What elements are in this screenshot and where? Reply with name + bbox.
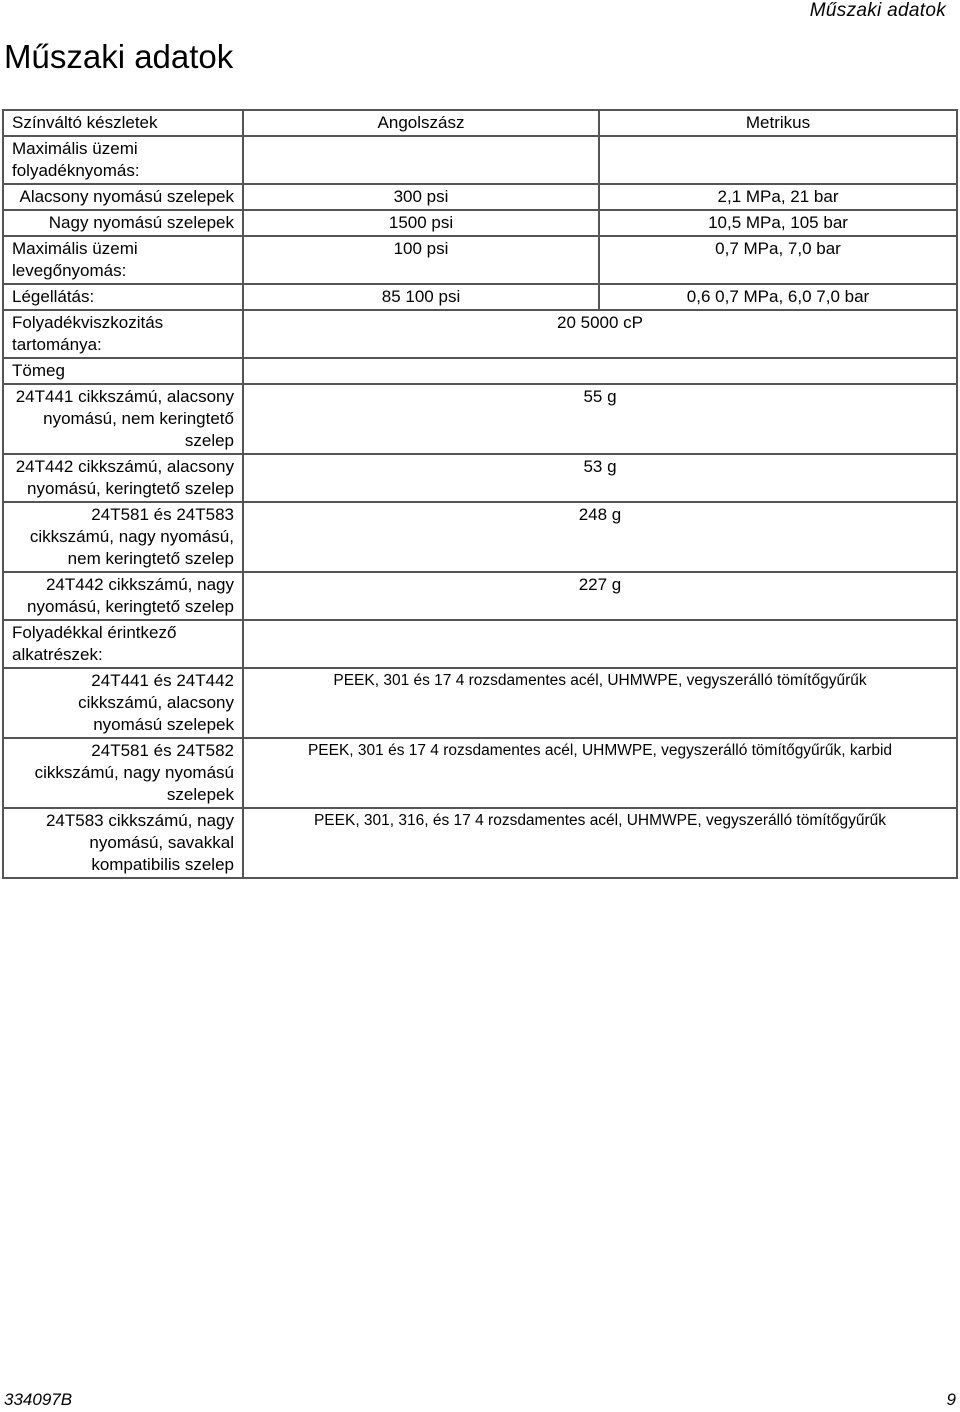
metric-value: 0,7 MPa, 7,0 bar (599, 236, 957, 284)
table-row (3, 284, 957, 310)
header-cell-metric: Metrikus (599, 110, 957, 136)
table-row (3, 620, 957, 668)
empty-cell (243, 620, 957, 668)
row-label: Maximális üzemi levegőnyomás: (3, 236, 243, 284)
value-cell: PEEK, 301 és 17 4 rozsdamentes acél, UHMWPE, vegyszerálló tömítőgyűrűk, karbid (243, 738, 957, 808)
row-label: Nagy nyomású szelepek (3, 210, 243, 236)
row-label: Maximális üzemi folyadéknyomás: (3, 136, 243, 184)
empty-cell (243, 136, 599, 184)
table-row (3, 668, 957, 738)
table-row (3, 572, 957, 620)
row-label: Folyadékviszkozitás tartománya: (3, 310, 243, 358)
row-label: Légellátás: (3, 284, 243, 310)
row-label: 24T442 cikkszámú, alacsony nyomású, keringtető szelep (3, 454, 243, 502)
table-row (3, 236, 957, 284)
document-number: 334097B (4, 1390, 73, 1409)
table-header-row (3, 110, 957, 136)
metric-value: 10,5 MPa, 105 bar (599, 210, 957, 236)
table-row (3, 136, 957, 184)
value-cell: 20 5000 cP (243, 310, 957, 358)
metric-value: 0,6 0,7 MPa, 6,0 7,0 bar (599, 284, 957, 310)
table-row (3, 454, 957, 502)
row-label: 24T581 és 24T582 cikkszámú, nagy nyomású szelepek (3, 738, 243, 808)
table-row (3, 210, 957, 236)
row-label: Alacsony nyomású szelepek (3, 184, 243, 210)
table-row (3, 184, 957, 210)
value-cell: 248 g (243, 502, 957, 572)
table-row (3, 310, 957, 358)
page-number: 9 (946, 1390, 956, 1409)
empty-cell (599, 136, 957, 184)
row-label: Folyadékkal érintkező alkatrészek: (3, 620, 243, 668)
table-row (3, 502, 957, 572)
row-label: 24T442 cikkszámú, nagy nyomású, keringtető szelep (3, 572, 243, 620)
imperial-value: 100 psi (243, 236, 599, 284)
technical-data-table (2, 109, 958, 879)
imperial-value: 85 100 psi (243, 284, 599, 310)
header-cell-kits: Színváltó készletek (3, 110, 243, 136)
row-label: 24T581 és 24T583 cikkszámú, nagy nyomású, nem keringtető szelep (3, 502, 243, 572)
value-cell: 55 g (243, 384, 957, 454)
imperial-value: 1500 psi (243, 210, 599, 236)
empty-cell (243, 358, 957, 384)
table-row (3, 358, 957, 384)
row-label: 24T441 és 24T442 cikkszámú, alacsony nyomású szelepek (3, 668, 243, 738)
running-header: Műszaki adatok (809, 0, 946, 21)
metric-value: 2,1 MPa, 21 bar (599, 184, 957, 210)
table-row (3, 808, 957, 878)
row-label: 24T583 cikkszámú, nagy nyomású, savakkal kompatibilis szelep (3, 808, 243, 878)
value-cell: PEEK, 301, 316, és 17 4 rozsdamentes acél, UHMWPE, vegyszerálló tömítőgyűrűk (243, 808, 957, 878)
page-title: Műszaki adatok (4, 38, 234, 75)
imperial-value: 300 psi (243, 184, 599, 210)
value-cell: PEEK, 301 és 17 4 rozsdamentes acél, UHMWPE, vegyszerálló tömítőgyűrűk (243, 668, 957, 738)
table-row (3, 738, 957, 808)
value-cell: 53 g (243, 454, 957, 502)
row-label: Tömeg (3, 358, 243, 384)
table-row (3, 384, 957, 454)
value-cell: 227 g (243, 572, 957, 620)
header-cell-imperial: Angolszász (243, 110, 599, 136)
row-label: 24T441 cikkszámú, alacsony nyomású, nem keringtető szelep (3, 384, 243, 454)
